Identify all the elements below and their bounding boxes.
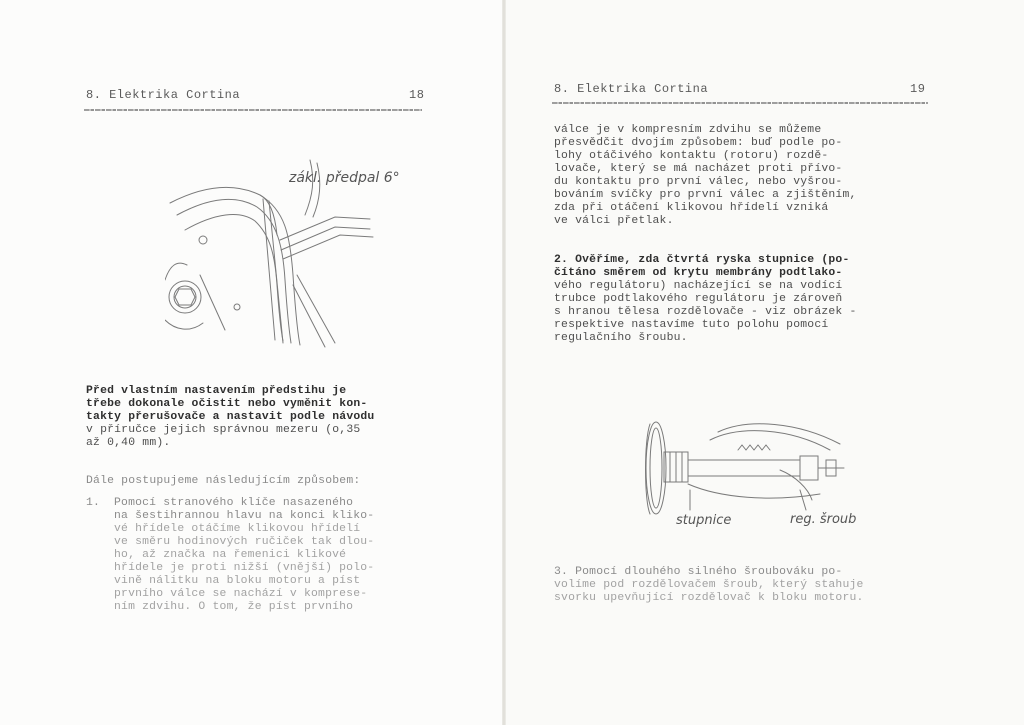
timing-caption: zákl. předpal 6° (289, 170, 400, 186)
right-page (506, 0, 1024, 725)
left-para2: Dále postupujeme následujícím způsobem: (86, 475, 361, 487)
reg-sroub-caption: reg. šroub (790, 512, 857, 527)
right-header-rule (552, 102, 928, 104)
right-para1-line6: bováním svíčky pro první válec a zjištěním, (554, 189, 857, 201)
left-item1-line2: na šestihrannou hlavu na konci kliko- (114, 510, 375, 522)
stupnice-caption: stupnice (676, 513, 732, 528)
right-para1-line3: lohy otáčivého kontaktu (rotoru) rozdě- (554, 150, 829, 162)
right-page-number: 19 (910, 82, 926, 96)
right-para1-line1: válce je v kompresním zdvihu se můžeme (554, 124, 822, 136)
left-item1-line4: ve směru hodinových ručiček tak dlou- (114, 536, 375, 548)
right-para1-line4: lovače, který se má nacházet proti přívo- (554, 163, 843, 175)
left-item1-line3: vé hřídele otáčíme klikovou hřídelí (114, 523, 361, 535)
left-item1-line8: prvního válce se nachází v komprese- (114, 588, 368, 600)
right-para2-line4: trubce podtlakového regulátoru je zároveň (554, 293, 843, 305)
left-item1-line5: ho, až značka na řemenici klikové (114, 549, 347, 561)
left-item1-line9: ním zdvihu. O tom, že píst prvního (114, 601, 354, 613)
right-para3-line1: 3. Pomocí dlouhého silného šroubováku po- (554, 566, 843, 578)
right-para2-line5: s hranou tělesa rozdělovače - viz obrázek - (554, 306, 857, 318)
left-para1-line3: takty přerušovače a nastavit podle návodu (86, 411, 375, 423)
right-para1-line5: du kontaktu pro první válec, nebo vyšrou- (554, 176, 843, 188)
left-header-title: 8. Elektrika Cortina (86, 88, 241, 102)
left-item1-line6: hřídele je proti nižší (vnější) polo- (114, 562, 375, 574)
left-para1-line1: Před vlastním nastavením předstihu je (86, 385, 347, 397)
right-para2-line7: regulačního šroubu. (554, 332, 688, 344)
left-para1-line4: v příručce jejich správnou mezeru (o,35 (86, 424, 361, 436)
right-para2-line3: vého regulátoru) nacházející se na vodící (554, 280, 843, 292)
right-para1-line8: ve válci přetlak. (554, 215, 674, 227)
left-header-rule (84, 109, 422, 111)
vacuum-regulator-sketch (630, 410, 860, 520)
right-para2-line2: čítáno směrem od krytu membrány podtlako- (554, 267, 843, 279)
right-para1-line7: zda při otáčení klikovou hřídelí vzniká (554, 202, 829, 214)
right-para3-line2: volíme pod rozdělovačem šroub, který stahuje (554, 579, 864, 591)
left-page-number: 18 (409, 88, 425, 102)
right-para2-line6: respektive nastavíme tuto polohu pomocí (554, 319, 829, 331)
left-item1-number: 1. (86, 497, 101, 509)
right-header-title: 8. Elektrika Cortina (554, 82, 709, 96)
right-para2-line1: 2. Ověříme, zda čtvrtá ryska stupnice (po- (554, 254, 850, 266)
right-para1-line2: přesvědčit dvojím způsobem: buď podle po- (554, 137, 843, 149)
left-para1-line5: až 0,40 mm). (86, 437, 171, 449)
left-item1-line1: Pomocí stranového klíče nasazeného (114, 497, 354, 509)
left-item1-line7: vině nálitku na bloku motoru a píst (114, 575, 361, 587)
left-page (0, 0, 503, 725)
right-para3-line3: svorku upevňující rozdělovač k bloku motoru. (554, 592, 864, 604)
left-para1-line2: třebe dokonale očistit nebo vyměnit kon- (86, 398, 368, 410)
